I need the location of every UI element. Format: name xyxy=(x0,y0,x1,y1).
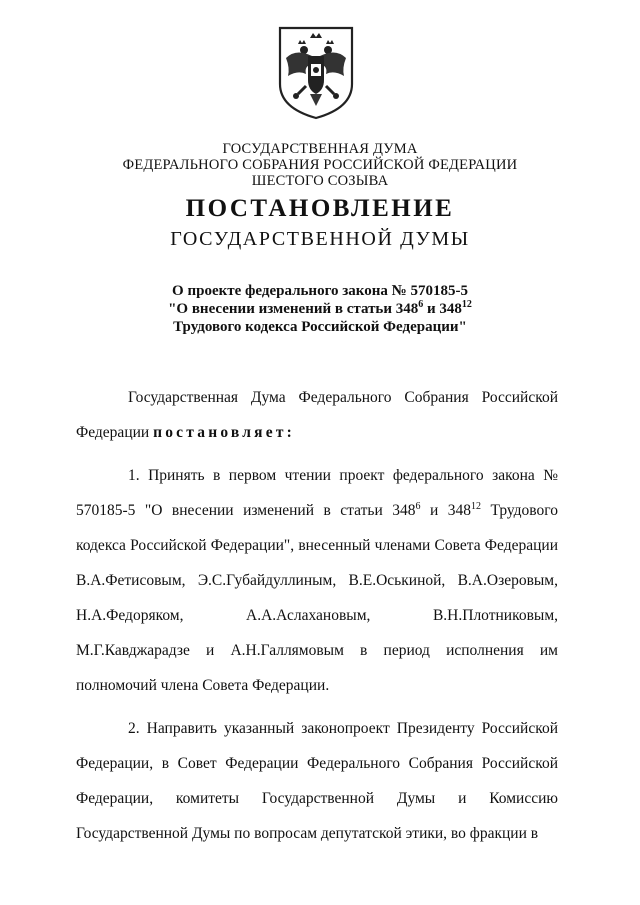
item-2-paragraph: 2. Направить указанный законопроект Президенту Российской Федерации, в Совет Федерации Федерального Собрания Российской Федерации, комитеты Государственной Думы и Комиссию Государственной Думы по вопросам депутатской этики, во фракции в xyxy=(76,720,558,842)
subject-line-2-text: "О внесении изменений в статьи 348 xyxy=(168,301,419,317)
subject-line-1: О проекте федерального закона № 570185-5 xyxy=(172,283,468,299)
item-1-part-2: и 348 xyxy=(420,502,471,519)
subject-line-2 xyxy=(0,300,640,318)
header-line-duma: ГОСУДАРСТВЕННАЯ ДУМА xyxy=(222,141,418,157)
subject-sup-1: 6 xyxy=(418,299,424,310)
document-subject xyxy=(0,282,640,336)
item-1-sup-2: 12 xyxy=(470,500,481,512)
subject-line-3: Трудового кодекса Российской Федерации" xyxy=(173,319,467,335)
coat-of-arms-emblem-icon xyxy=(276,24,356,120)
subject-sup-2: 12 xyxy=(461,299,472,310)
item-1-part-1: 1. Принять в первом чтении проект федерального закона № 570185-5 "О внесении изменений в статьи 348 xyxy=(76,467,558,519)
subject-line-2-mid: и 348 xyxy=(423,301,462,317)
item-1-paragraph xyxy=(76,458,558,703)
document-title: ПОСТАНОВЛЕНИЕ xyxy=(185,195,455,222)
header-line-convocation: ШЕСТОГО СОЗЫВА xyxy=(251,173,389,189)
header-line-assembly: ФЕДЕРАЛЬНОГО СОБРАНИЯ РОССИЙСКОЙ ФЕДЕРАЦИИ xyxy=(122,157,518,173)
resolves-word: постановляет: xyxy=(153,424,295,441)
document-body xyxy=(76,380,558,851)
intro-text: Государственная Дума Федерального Собрания Российской Федерации xyxy=(76,389,558,441)
item-1-part-3: Трудового кодекса Российской Федерации", внесенный членами Совета Федерации В.А.Фетисовым, Э.С.Губайдуллиным, В.Е.Оськиной, В.А.Озеровым, Н.А.Федоряком, А.А.Аслахановым, В.Н.Плотниковым, М.Г.Кавджарадзе и А.Н.Галлямовым в период исполнения им полномочий члена Совета Федерации. xyxy=(76,502,558,694)
document-subtitle: ГОСУДАРСТВЕННОЙ ДУМЫ xyxy=(170,228,470,250)
item-1-sup-1: 6 xyxy=(415,500,421,512)
intro-paragraph xyxy=(76,380,558,450)
